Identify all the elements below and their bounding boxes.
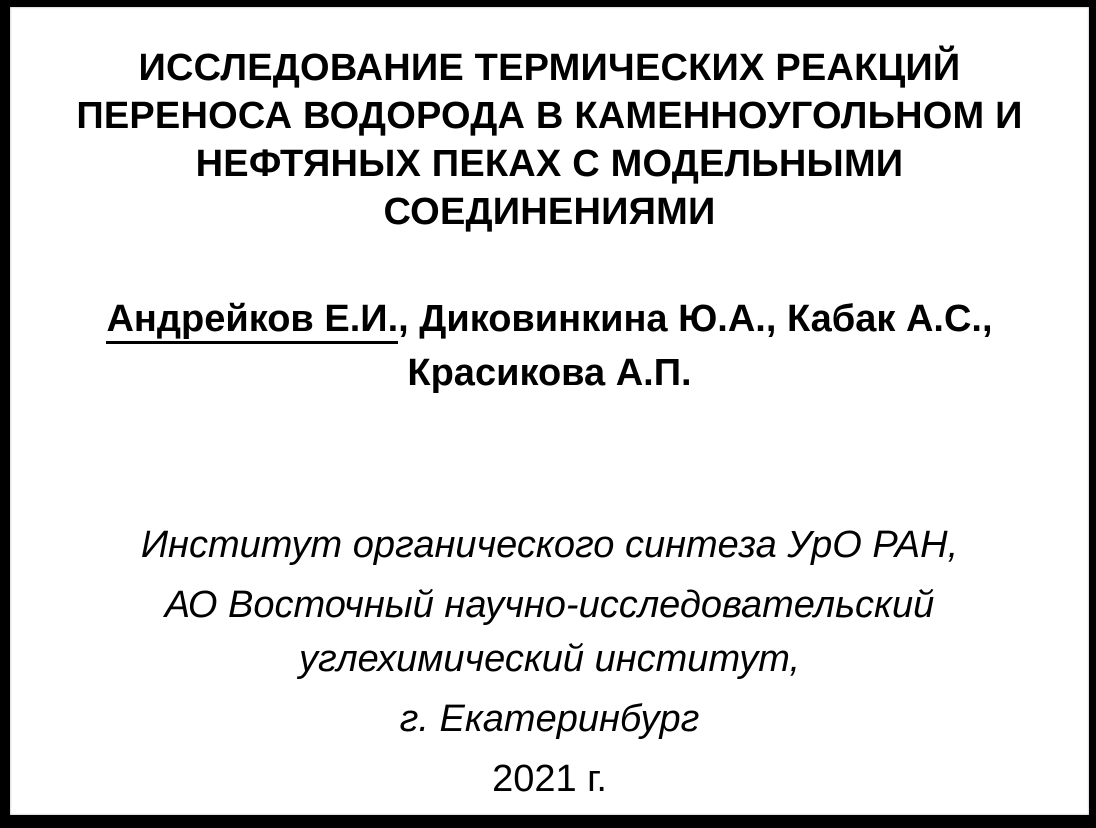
authors-line-1 — [10, 292, 1089, 346]
affiliation-block — [10, 518, 1089, 686]
title-slide — [10, 7, 1089, 815]
affiliation-line-2: АО Восточный научно-исследовательский — [164, 584, 935, 626]
title-line-2: ПЕРЕНОСА ВОДОРОДА В КАМЕННОУГОЛЬНОМ И — [76, 95, 1023, 137]
authors-block — [10, 292, 1089, 400]
authors-line-1-rest: , Диковинкина Ю.А., Кабак А.С., — [398, 298, 993, 340]
title-line-4: СОЕДИНЕНИЯМИ — [383, 191, 716, 233]
authors-line-2: Красикова А.П. — [407, 352, 692, 394]
city-line: г. Екатеринбург — [399, 698, 700, 740]
affiliation-line-3: углехимический институт, — [298, 638, 801, 680]
author-underlined-name: Андрейков Е.И. — [106, 298, 398, 344]
year-line: 2021 г. — [492, 758, 607, 800]
affiliation-line-1: Институт органического синтеза УрО РАН, — [140, 524, 959, 566]
title-line-1: ИССЛЕДОВАНИЕ ТЕРМИЧЕСКИХ РЕАКЦИЙ — [138, 47, 961, 89]
title-line-3: НЕФТЯНЫХ ПЕКАХ С МОДЕЛЬНЫМИ — [195, 143, 904, 185]
slide-title — [10, 7, 1089, 236]
